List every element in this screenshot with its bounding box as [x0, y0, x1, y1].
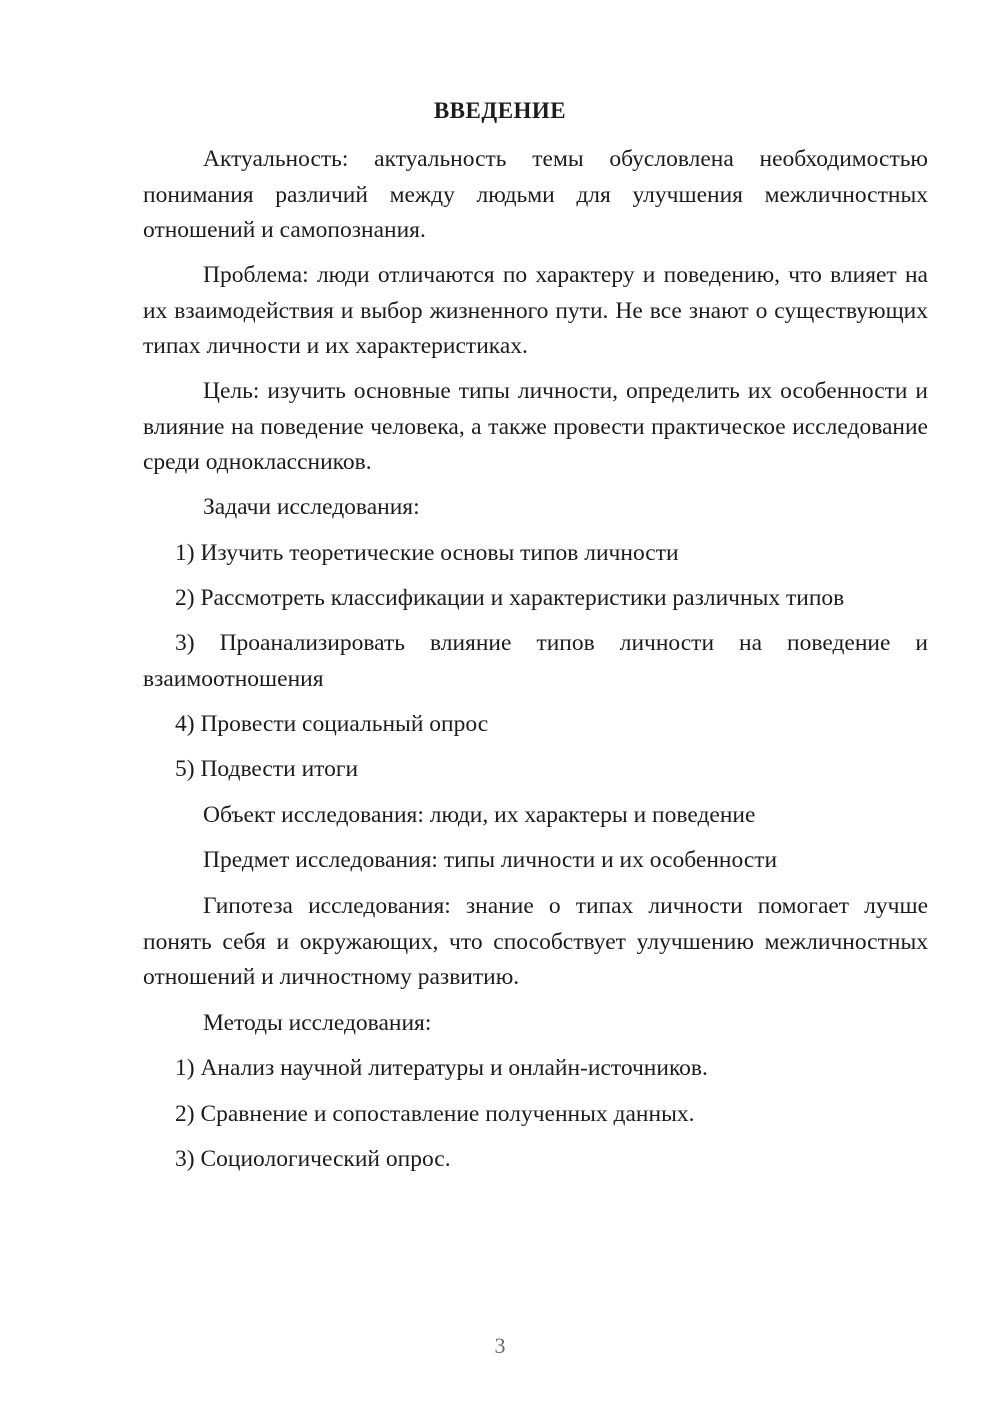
- method-item: 3) Социологический опрос.: [175, 1146, 451, 1172]
- tasks-heading: Задачи исследования:: [203, 494, 420, 520]
- object-paragraph: Объект исследования: люди, их характеры и поведение: [203, 802, 756, 828]
- task-item: 3) Проанализировать влияние типов личности на поведение и взаимоотношения: [143, 630, 928, 692]
- goal-paragraph: Цель: изучить основные типы личности, определить их особенности и влияние на поведение человека, а также провести практическое исследование среди одноклассников.: [143, 378, 928, 475]
- task-item: 4) Провести социальный опрос: [175, 711, 489, 737]
- task-item: 5) Подвести итоги: [175, 756, 359, 782]
- problem-paragraph: Проблема: люди отличаются по характеру и поведению, что влияет на их взаимодействия и выбор жизненного пути. Не все знают о существующих типах личности и их характеристиках.: [143, 262, 928, 359]
- page-title: ВВЕДЕНИЕ: [433, 98, 567, 123]
- hypothesis-paragraph: Гипотеза исследования: знание о типах личности помогает лучше понять себя и окружающих, что способствует улучшению межличностных отношений и личностному развитию.: [143, 893, 928, 990]
- methods-heading: Методы исследования:: [203, 1010, 432, 1036]
- method-item: 2) Сравнение и сопоставление полученных данных.: [175, 1101, 695, 1127]
- method-item: 1) Анализ научной литературы и онлайн-источников.: [175, 1055, 708, 1081]
- subject-paragraph: Предмет исследования: типы личности и их особенности: [203, 847, 778, 873]
- task-item: 1) Изучить теоретические основы типов личности: [175, 540, 679, 566]
- task-item: 2) Рассмотреть классификации и характеристики различных типов: [175, 585, 845, 611]
- relevance-paragraph: Актуальность: актуальность темы обусловлена необходимостью понимания различий между людьми для улучшения межличностных отношений и самопознания.: [143, 146, 928, 243]
- page-number: 3: [494, 1333, 506, 1358]
